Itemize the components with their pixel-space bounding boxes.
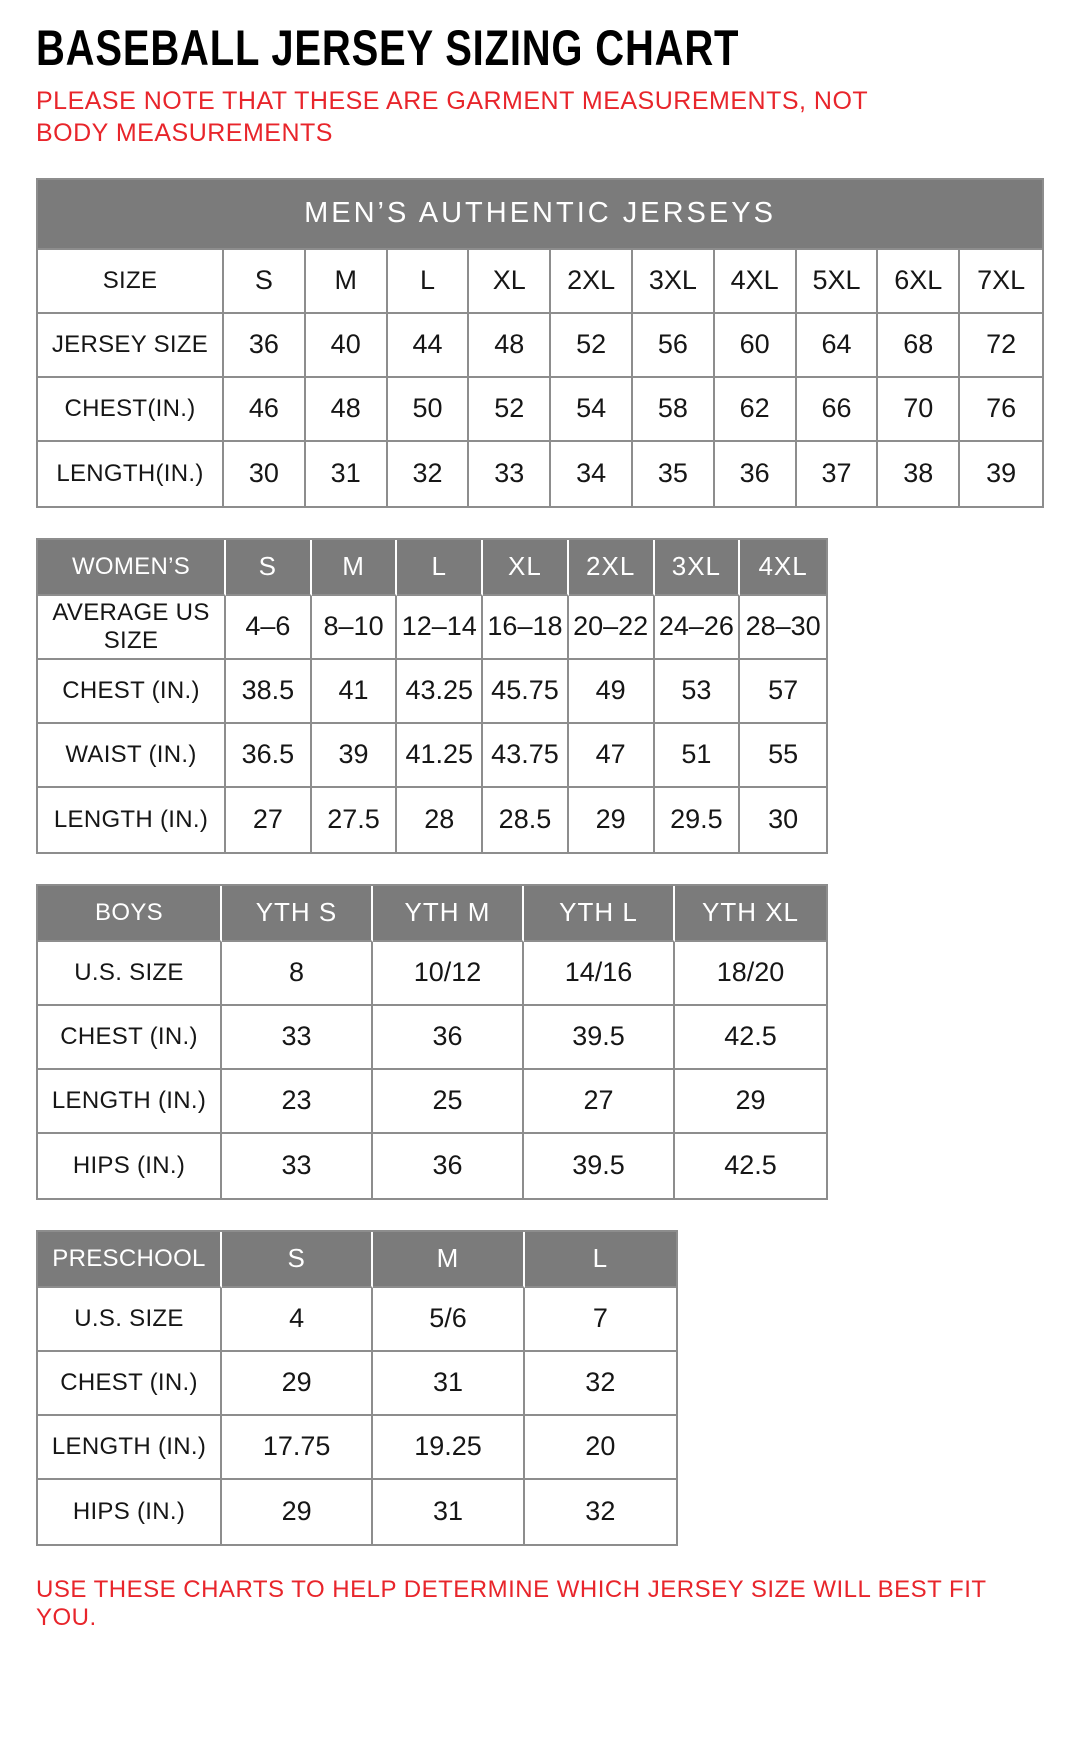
value-cell: 57 bbox=[740, 660, 826, 724]
mens-banner-title: MEN’S AUTHENTIC JERSEYS bbox=[38, 180, 1042, 250]
value-cell: 3XL bbox=[633, 250, 715, 314]
value-cell: S bbox=[224, 250, 306, 314]
value-cell: 60 bbox=[715, 314, 797, 378]
value-cell: 28–30 bbox=[740, 596, 826, 660]
value-cell: 45.75 bbox=[483, 660, 569, 724]
value-cell: 29 bbox=[222, 1480, 373, 1544]
boys-sizing-table bbox=[36, 884, 1041, 1200]
row-label: LENGTH (IN.) bbox=[38, 788, 226, 852]
mens-banner-row bbox=[38, 180, 1042, 250]
table-row bbox=[38, 378, 1042, 442]
row-label: HIPS (IN.) bbox=[38, 1134, 222, 1198]
value-cell: 42.5 bbox=[675, 1006, 826, 1070]
value-cell: 4 bbox=[222, 1288, 373, 1352]
table-row bbox=[38, 1480, 676, 1544]
value-cell: 36 bbox=[224, 314, 306, 378]
row-label: CHEST (IN.) bbox=[38, 1006, 222, 1070]
value-cell: 14/16 bbox=[524, 942, 675, 1006]
table-row bbox=[38, 942, 826, 1006]
value-cell: 7 bbox=[525, 1288, 676, 1352]
value-cell: 29 bbox=[222, 1352, 373, 1416]
row-label: WAIST (IN.) bbox=[38, 724, 226, 788]
value-cell: 28.5 bbox=[483, 788, 569, 852]
womens-header-row bbox=[38, 540, 826, 596]
value-cell: 17.75 bbox=[222, 1416, 373, 1480]
page-title: BASEBALL JERSEY SIZING CHART bbox=[36, 20, 740, 76]
value-cell: 41 bbox=[312, 660, 398, 724]
value-cell: 24–26 bbox=[655, 596, 741, 660]
table-row bbox=[38, 442, 1042, 506]
value-cell: 28 bbox=[397, 788, 483, 852]
table-row bbox=[38, 1134, 826, 1198]
value-cell: 32 bbox=[388, 442, 470, 506]
row-label: JERSEY SIZE bbox=[38, 314, 224, 378]
row-label: HIPS (IN.) bbox=[38, 1480, 222, 1544]
value-cell: 48 bbox=[469, 314, 551, 378]
value-cell: 30 bbox=[740, 788, 826, 852]
value-cell: 55 bbox=[740, 724, 826, 788]
value-cell: 43.25 bbox=[397, 660, 483, 724]
value-cell: 39 bbox=[312, 724, 398, 788]
table-row bbox=[38, 660, 826, 724]
table-row bbox=[38, 788, 826, 852]
value-cell: 72 bbox=[960, 314, 1042, 378]
value-cell: 29.5 bbox=[655, 788, 741, 852]
size-column-header: YTH M bbox=[373, 886, 524, 942]
value-cell: 4–6 bbox=[226, 596, 312, 660]
value-cell: 32 bbox=[525, 1352, 676, 1416]
table-row bbox=[38, 1416, 676, 1480]
value-cell: 23 bbox=[222, 1070, 373, 1134]
value-cell: 7XL bbox=[960, 250, 1042, 314]
value-cell: 29 bbox=[569, 788, 655, 852]
value-cell: 33 bbox=[222, 1134, 373, 1198]
value-cell: 19.25 bbox=[373, 1416, 524, 1480]
size-column-header: XL bbox=[483, 540, 569, 596]
value-cell: 52 bbox=[551, 314, 633, 378]
value-cell: 30 bbox=[224, 442, 306, 506]
value-cell: 8–10 bbox=[312, 596, 398, 660]
size-column-header: L bbox=[525, 1232, 676, 1288]
table-row bbox=[38, 250, 1042, 314]
value-cell: 41.25 bbox=[397, 724, 483, 788]
size-column-header: M bbox=[373, 1232, 524, 1288]
row-label: SIZE bbox=[38, 250, 224, 314]
size-column-header: M bbox=[312, 540, 398, 596]
value-cell: 47 bbox=[569, 724, 655, 788]
womens-sizing-table bbox=[36, 538, 1041, 854]
value-cell: 53 bbox=[655, 660, 741, 724]
table-row bbox=[38, 1288, 676, 1352]
value-cell: 46 bbox=[224, 378, 306, 442]
value-cell: 64 bbox=[797, 314, 879, 378]
size-column-header: 4XL bbox=[740, 540, 826, 596]
value-cell: 70 bbox=[878, 378, 960, 442]
value-cell: 20 bbox=[525, 1416, 676, 1480]
boys-header-row bbox=[38, 886, 826, 942]
value-cell: 2XL bbox=[551, 250, 633, 314]
value-cell: 36 bbox=[373, 1134, 524, 1198]
value-cell: 5XL bbox=[797, 250, 879, 314]
table-row bbox=[38, 1070, 826, 1134]
value-cell: 8 bbox=[222, 942, 373, 1006]
size-column-header: 3XL bbox=[655, 540, 741, 596]
row-label: LENGTH(IN.) bbox=[38, 442, 224, 506]
size-column-header: YTH S bbox=[222, 886, 373, 942]
value-cell: 49 bbox=[569, 660, 655, 724]
footer-note: USE THESE CHARTS TO HELP DETERMINE WHICH JERSEY SIZE WILL BEST FIT YOU. bbox=[36, 1575, 987, 1631]
tables-container bbox=[36, 178, 1041, 1546]
size-column-header: 2XL bbox=[569, 540, 655, 596]
value-cell: 42.5 bbox=[675, 1134, 826, 1198]
row-label: LENGTH (IN.) bbox=[38, 1416, 222, 1480]
value-cell: 52 bbox=[469, 378, 551, 442]
value-cell: 58 bbox=[633, 378, 715, 442]
row-label: AVERAGE US SIZE bbox=[38, 596, 226, 660]
value-cell: 31 bbox=[306, 442, 388, 506]
row-label: LENGTH (IN.) bbox=[38, 1070, 222, 1134]
table-row bbox=[38, 1006, 826, 1070]
value-cell: 27 bbox=[226, 788, 312, 852]
value-cell: 27 bbox=[524, 1070, 675, 1134]
value-cell: 56 bbox=[633, 314, 715, 378]
size-column-header: S bbox=[226, 540, 312, 596]
value-cell: 39 bbox=[960, 442, 1042, 506]
value-cell: 20–22 bbox=[569, 596, 655, 660]
table-row bbox=[38, 314, 1042, 378]
value-cell: 31 bbox=[373, 1480, 524, 1544]
value-cell: 29 bbox=[675, 1070, 826, 1134]
table-row bbox=[38, 1352, 676, 1416]
value-cell: 10/12 bbox=[373, 942, 524, 1006]
preschool-header-label: PRESCHOOL bbox=[38, 1232, 222, 1288]
table-row bbox=[38, 724, 826, 788]
size-column-header: S bbox=[222, 1232, 373, 1288]
value-cell: 68 bbox=[878, 314, 960, 378]
mens-sizing-table bbox=[36, 178, 1041, 508]
preschool-sizing-table bbox=[36, 1230, 1041, 1546]
size-column-header: L bbox=[397, 540, 483, 596]
row-label: U.S. SIZE bbox=[38, 942, 222, 1006]
preschool-header-row bbox=[38, 1232, 676, 1288]
row-label: CHEST (IN.) bbox=[38, 660, 226, 724]
value-cell: 50 bbox=[388, 378, 470, 442]
value-cell: 36 bbox=[373, 1006, 524, 1070]
value-cell: L bbox=[388, 250, 470, 314]
value-cell: 44 bbox=[388, 314, 470, 378]
value-cell: 62 bbox=[715, 378, 797, 442]
size-column-header: YTH XL bbox=[675, 886, 826, 942]
womens-header-label: WOMEN’S bbox=[38, 540, 226, 596]
value-cell: 35 bbox=[633, 442, 715, 506]
value-cell: 36 bbox=[715, 442, 797, 506]
value-cell: 51 bbox=[655, 724, 741, 788]
value-cell: 6XL bbox=[878, 250, 960, 314]
value-cell: 33 bbox=[222, 1006, 373, 1070]
value-cell: 66 bbox=[797, 378, 879, 442]
size-column-header: YTH L bbox=[524, 886, 675, 942]
value-cell: 32 bbox=[525, 1480, 676, 1544]
value-cell: M bbox=[306, 250, 388, 314]
value-cell: 5/6 bbox=[373, 1288, 524, 1352]
row-label: CHEST(IN.) bbox=[38, 378, 224, 442]
value-cell: XL bbox=[469, 250, 551, 314]
value-cell: 38.5 bbox=[226, 660, 312, 724]
value-cell: 36.5 bbox=[226, 724, 312, 788]
row-label: CHEST (IN.) bbox=[38, 1352, 222, 1416]
value-cell: 31 bbox=[373, 1352, 524, 1416]
table-row bbox=[38, 596, 826, 660]
value-cell: 43.75 bbox=[483, 724, 569, 788]
value-cell: 39.5 bbox=[524, 1134, 675, 1198]
value-cell: 34 bbox=[551, 442, 633, 506]
value-cell: 39.5 bbox=[524, 1006, 675, 1070]
value-cell: 16–18 bbox=[483, 596, 569, 660]
garment-measurement-note: PLEASE NOTE THAT THESE ARE GARMENT MEASUREMENTS, NOT BODY MEASUREMENTS bbox=[36, 86, 868, 147]
value-cell: 48 bbox=[306, 378, 388, 442]
value-cell: 25 bbox=[373, 1070, 524, 1134]
value-cell: 4XL bbox=[715, 250, 797, 314]
boys-header-label: BOYS bbox=[38, 886, 222, 942]
value-cell: 33 bbox=[469, 442, 551, 506]
value-cell: 37 bbox=[797, 442, 879, 506]
value-cell: 40 bbox=[306, 314, 388, 378]
value-cell: 27.5 bbox=[312, 788, 398, 852]
value-cell: 54 bbox=[551, 378, 633, 442]
value-cell: 76 bbox=[960, 378, 1042, 442]
value-cell: 12–14 bbox=[397, 596, 483, 660]
row-label: U.S. SIZE bbox=[38, 1288, 222, 1352]
value-cell: 18/20 bbox=[675, 942, 826, 1006]
value-cell: 38 bbox=[878, 442, 960, 506]
